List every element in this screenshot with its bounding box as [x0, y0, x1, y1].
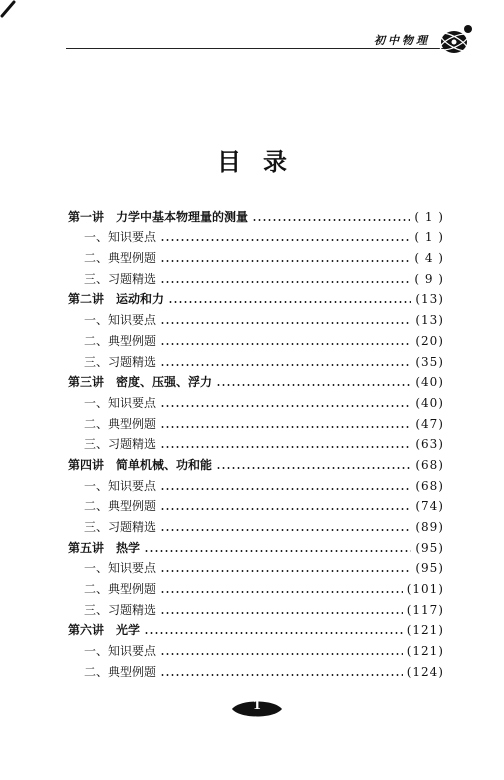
toc-entry-page: (68): [415, 478, 444, 493]
toc-leader-dots: [160, 322, 411, 324]
toc-section-row: [68, 495, 444, 516]
toc-entry-page: (40): [415, 375, 444, 390]
toc-entry-label: 第五讲 热学: [68, 540, 141, 555]
toc-entry-page: ( 4 ): [414, 251, 444, 266]
page-number-badge: [230, 698, 284, 720]
toc-chapter-row: [68, 288, 444, 309]
toc-leader-dots: [160, 591, 403, 593]
toc-entry-label: 第一讲 力学中基本物理量的测量: [68, 209, 249, 224]
toc-entry-page: ( 1 ): [414, 209, 444, 224]
toc-entry-page: (121): [406, 623, 444, 638]
toc-entry-label: 二、典型例题: [84, 582, 157, 597]
toc-leader-dots: [160, 674, 403, 676]
toc-section-row: [68, 515, 444, 536]
toc-section-row: [68, 246, 444, 267]
toc-entry-label: 二、典型例题: [84, 251, 157, 266]
corner-scratch-mark: [0, 0, 24, 24]
toc-leader-dots: [160, 405, 411, 407]
toc-leader-dots: [168, 301, 411, 303]
toc-leader-dots: [160, 508, 411, 510]
toc-section-row: [68, 308, 444, 329]
toc-entry-label: 一、知识要点: [84, 230, 157, 245]
toc-section-row: [68, 433, 444, 454]
toc-section-row: [68, 598, 444, 619]
header-title: 初中物理: [374, 34, 430, 47]
toc-leader-dots: [160, 364, 411, 366]
toc-entry-page: (121): [406, 644, 444, 659]
toc-section-row: [68, 412, 444, 433]
table-of-contents: [68, 205, 444, 681]
toc-leader-dots: [160, 260, 410, 262]
toc-entry-label: 第四讲 简单机械、功和能: [68, 457, 213, 472]
toc-chapter-row: [68, 371, 444, 392]
toc-leader-dots: [160, 529, 411, 531]
toc-entry-label: 三、习题精选: [84, 437, 157, 452]
toc-entry-page: (35): [415, 354, 444, 369]
toc-entry-page: ( 9 ): [414, 271, 444, 286]
toc-leader-dots: [160, 239, 410, 241]
toc-section-row: [68, 474, 444, 495]
header-rule: [66, 48, 452, 49]
toc-leader-dots: [252, 219, 410, 221]
toc-entry-page: ( 1 ): [414, 230, 444, 245]
toc-entry-label: 一、知识要点: [84, 478, 157, 493]
toc-leader-dots: [160, 653, 403, 655]
toc-chapter-row: [68, 536, 444, 557]
toc-section-row: [68, 577, 444, 598]
toc-entry-page: (74): [415, 499, 444, 514]
toc-chapter-row: [68, 619, 444, 640]
toc-section-row: [68, 329, 444, 350]
toc-entry-label: 一、知识要点: [84, 313, 157, 328]
toc-leader-dots: [216, 384, 411, 386]
toc-entry-label: 一、知识要点: [84, 644, 157, 659]
toc-section-row: [68, 660, 444, 681]
page-number: 1: [252, 698, 262, 712]
toc-section-row: [68, 557, 444, 578]
toc-title: 目录: [217, 147, 309, 176]
toc-entry-label: 二、典型例题: [84, 499, 157, 514]
toc-leader-dots: [160, 343, 411, 345]
toc-entry-label: 第三讲 密度、压强、浮力: [68, 375, 213, 390]
toc-leader-dots: [144, 632, 403, 634]
toc-section-row: [68, 639, 444, 660]
toc-entry-page: (117): [406, 602, 444, 617]
toc-entry-page: (68): [415, 457, 444, 472]
toc-entry-page: (89): [415, 520, 444, 534]
toc-section-row: [68, 226, 444, 247]
toc-entry-label: 一、知识要点: [84, 561, 157, 576]
toc-entry-page: (95): [415, 561, 444, 576]
toc-leader-dots: [160, 570, 411, 572]
toc-entry-label: 二、典型例题: [84, 664, 157, 679]
toc-leader-dots: [216, 467, 411, 469]
toc-leader-dots: [160, 426, 411, 428]
toc-section-row: [68, 267, 444, 288]
toc-section-row: [68, 391, 444, 412]
toc-chapter-row: [68, 205, 444, 226]
toc-entry-label: 二、典型例题: [84, 416, 157, 431]
toc-entry-page: (40): [415, 395, 444, 410]
toc-entry-label: 三、习题精选: [84, 271, 157, 286]
toc-leader-dots: [160, 446, 411, 448]
toc-entry-label: 三、习题精选: [84, 520, 157, 534]
toc-entry-label: 第二讲 运动和力: [68, 292, 165, 307]
atom-logo-icon: [438, 22, 474, 56]
toc-section-row: [68, 350, 444, 371]
toc-entry-page: (47): [415, 416, 444, 431]
toc-entry-label: 第六讲 光学: [68, 623, 141, 638]
toc-entry-page: (101): [406, 582, 444, 597]
toc-entry-label: 二、典型例题: [84, 333, 157, 348]
toc-entry-page: (63): [415, 437, 444, 452]
toc-entry-label: 一、知识要点: [84, 395, 157, 410]
toc-entry-page: (13): [415, 313, 444, 328]
toc-entry-page: (95): [415, 540, 444, 555]
toc-leader-dots: [160, 612, 403, 614]
toc-entry-label: 三、习题精选: [84, 354, 157, 369]
toc-leader-dots: [144, 550, 411, 552]
toc-chapter-row: [68, 453, 444, 474]
toc-entry-label: 三、习题精选: [84, 602, 157, 617]
toc-entry-page: (13): [415, 292, 444, 307]
toc-leader-dots: [160, 281, 410, 283]
toc-entry-page: (20): [415, 333, 444, 348]
toc-entry-page: (124): [406, 664, 444, 679]
toc-leader-dots: [160, 488, 411, 490]
